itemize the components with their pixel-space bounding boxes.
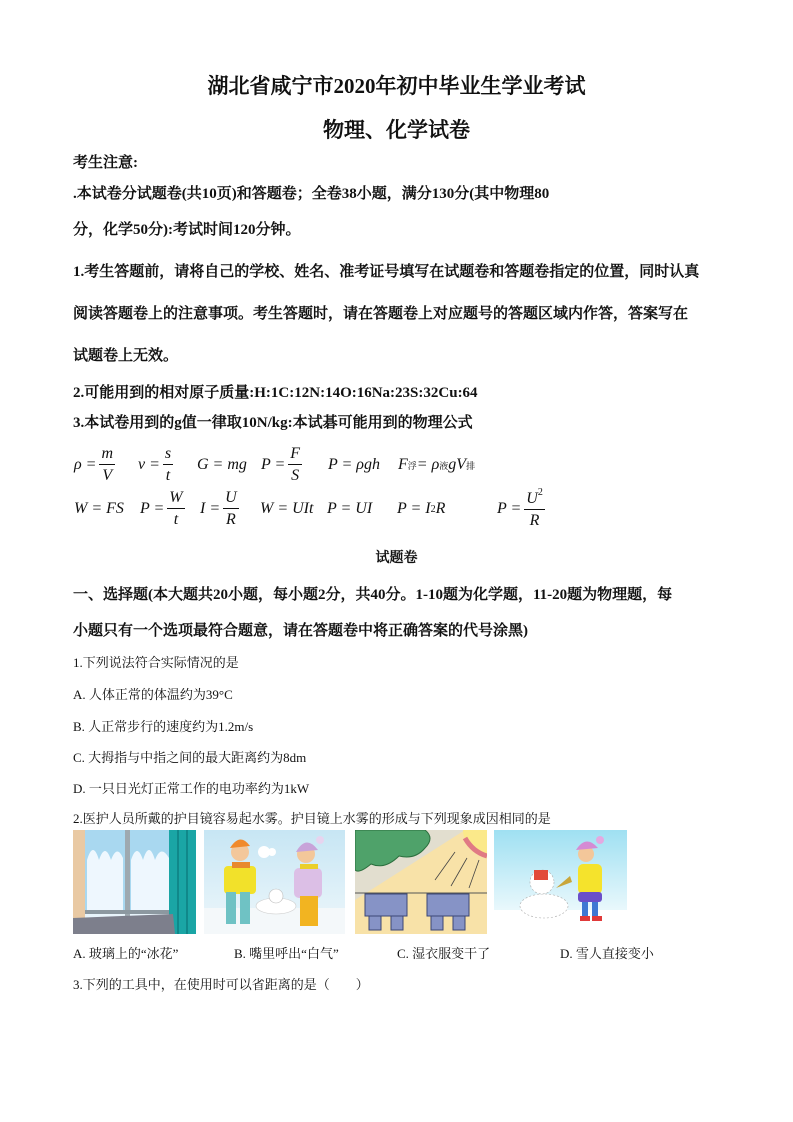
notice-line-1a: 1.考生答题前，请将自己的学校、姓名、准考证号填写在试题卷和答题卷指定的位置，同时认真	[73, 264, 700, 280]
question-1-stem: 1.下列说法符合实际情况的是	[73, 655, 239, 670]
formula-electric-power: P = UI	[327, 500, 373, 517]
question-1-option-a: A. 人体正常的体温约为39°C	[73, 687, 233, 702]
notice-line-1b: 阅读答题卷上的注意事项。考生答题时，请在答题卷上对应题号的答题区域内作答，答案写在	[73, 306, 689, 322]
question-2-option-b: B. 嘴里呼出“白气”	[234, 946, 339, 961]
formula-power: P = $\frac{W}{t}$	[140, 489, 183, 528]
notice-line-2: 2.可能用到的相对原子质量:H:1C:12N:14O:16Na:23S:32Cu:64	[73, 385, 478, 401]
formula-electric-work: W = UIt	[260, 500, 314, 517]
notice-line-1c: 试题卷上无效。	[73, 348, 179, 364]
formula-current: I = $\frac{U}{R}$	[200, 489, 237, 528]
question-2-option-a: A. 玻璃上的“冰花”	[73, 946, 179, 961]
document-subtitle: 物理、化学试卷	[323, 118, 470, 142]
notice-line-3: 3.本试卷用到的g值一律取10N/kg:本试碁可能用到的物理公式	[73, 415, 473, 431]
formula-work: W = FS	[74, 500, 124, 517]
picture-children-breath	[204, 830, 345, 934]
formula-buoyancy: F 浮 = ρ 液 gV 排	[398, 456, 476, 473]
document-title: 湖北省咸宁市2020年初中毕业生学业考试	[207, 74, 586, 98]
question-1-option-b: B. 人正常步行的速度约为1.2m/s	[73, 719, 254, 734]
notice-line-0b: 分，化学50分):考试时间120分钟。	[73, 222, 301, 238]
formula-pressure: P = $\frac{F}{S}$	[261, 445, 301, 484]
formula-density: ρ = $\frac{m}{V}$	[74, 445, 114, 484]
section-heading: 试题卷	[375, 551, 418, 566]
formula-speed: v = $\frac{s}{t}$	[138, 445, 172, 484]
section-instruction-b: 小题只有一个选项最符合题意，请在答题卷中将正确答案的代号涂黑)	[73, 623, 528, 639]
picture-snowman-shrinking	[494, 830, 627, 934]
notice-line-0a: .本试卷分试题卷(共10页)和答题卷；全卷38小题，满分130分(其中物理80	[73, 186, 550, 202]
question-2-stem: 2.医护人员所戴的护目镜容易起水雾。护目镜上水雾的形成与下列现象成因相同的是	[73, 811, 551, 826]
formula-voltage-power: P = $\frac{U^2}{R}$	[497, 487, 543, 529]
question-2-option-c: C. 湿衣服变干了	[397, 946, 491, 961]
question-1-option-c: C. 大拇指与中指之间的最大距离约为8dm	[73, 750, 307, 765]
formula-liquid-pressure: P = ρgh	[328, 456, 380, 473]
section-instruction-a: 一、选择题(本大题共20小题，每小题2分，共40分。1-10题为化学题，11-20题为物理题，每	[73, 587, 673, 603]
formula-joule-power: P = I 2 R	[397, 500, 446, 517]
picture-clothes-drying	[355, 830, 487, 934]
picture-frosted-window	[73, 830, 196, 934]
notice-heading: 考生注意:	[73, 155, 138, 171]
question-2-option-d: D. 雪人直接变小	[560, 946, 654, 961]
formula-gravity: G = mg	[197, 456, 247, 473]
question-3-stem: 3.下列的工具中，在使用时可以省距离的是（ ）	[73, 977, 369, 992]
question-1-option-d: D. 一只日光灯正常工作的电功率约为1kW	[73, 781, 310, 796]
